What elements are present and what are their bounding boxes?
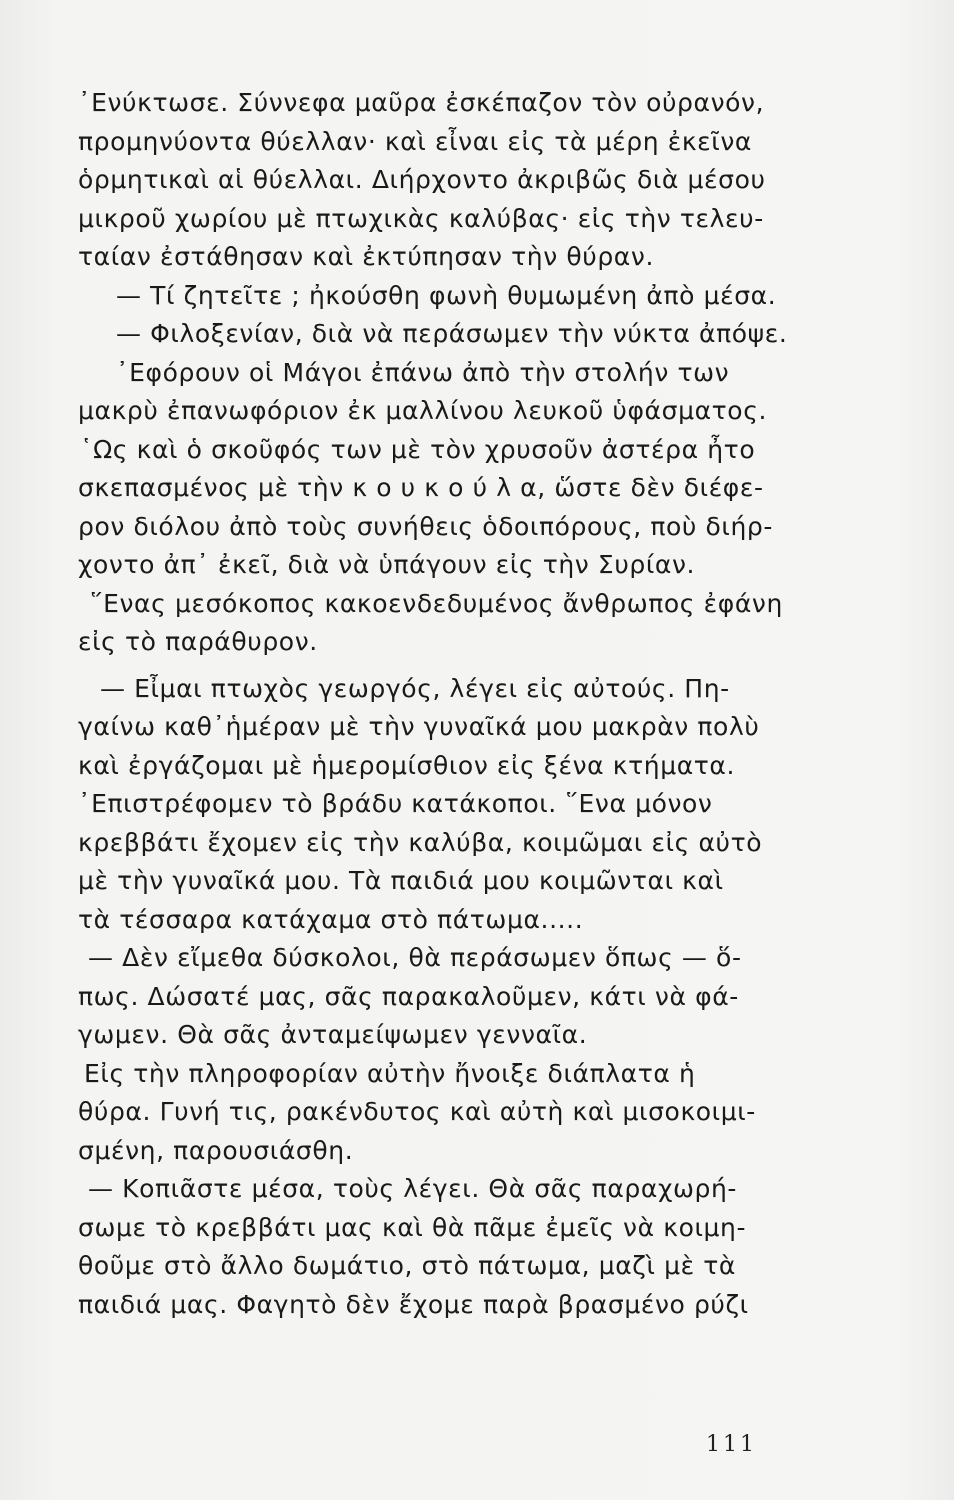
text-line: Εἰς τὴν πληροφορίαν αὐτὴν ἤνοιξε διάπλατα ἡ <box>84 1058 696 1088</box>
text-line: χοντο ἀπ᾿ ἐκεῖ, διὰ νὰ ὑπάγουν εἰς τὴν Συρίαν. <box>78 550 696 579</box>
body-text <box>78 84 838 1324</box>
text-line: θύρα. Γυνή τις, ρακένδυτος καὶ αὐτὴ καὶ μισοκοιμι- <box>78 1097 756 1126</box>
text-line: καὶ ἐργάζομαι μὲ ἡμερομίσθιον εἰς ξένα κτήματα. <box>78 750 736 780</box>
text-line: ᾿Εφόρουν οἱ Μάγοι ἐπάνω ἀπὸ τὴν στολήν των <box>116 357 730 387</box>
text-line: προμηνύοντα θύελλαν· καὶ εἶναι εἰς τὰ μέρη ἐκεῖνα <box>78 126 752 156</box>
text-line: ταίαν ἐστάθησαν καὶ ἐκτύπησαν τὴν θύραν. <box>78 242 654 271</box>
text-line: ᾿Επιστρέφομεν τὸ βράδυ κατάκοποι. ῞Ενα μόνον <box>78 789 713 818</box>
text-line: ᾿Ενύκτωσε. Σύννεφα μαῦρα ἐσκέπαζον τὸν οὐρανόν, <box>78 88 765 117</box>
text-line: ὁρμητικαὶ αἱ θύελλαι. Διήρχοντο ἀκριβῶς διὰ μέσου <box>78 165 766 194</box>
text-line: γωμεν. Θὰ σᾶς ἀνταμείψωμεν γενναῖα. <box>78 1020 588 1049</box>
text-line: μὲ τὴν γυναῖκά μου. Τὰ παιδιά μου κοιμῶνται καὶ <box>78 866 724 895</box>
text-line: κρεββάτι ἔχομεν εἰς τὴν καλύβα, κοιμῶμαι εἰς αὐτὸ <box>78 827 763 857</box>
text-line: μακρὺ ἐπανωφόριον ἐκ μαλλίνου λευκοῦ ὑφάσματος. <box>78 396 768 425</box>
text-line: ρον διόλου ἀπὸ τοὺς συνήθεις ὁδοιπόρους, ποὺ διήρ- <box>78 511 773 541</box>
text-line: μικροῦ χωρίου μὲ πτωχικὰς καλύβας· εἰς τὴν τελευ- <box>78 203 764 233</box>
text-line: — Δὲν εἴμεθα δύσκολοι, θὰ περάσωμεν ὅπως — ὅ- <box>88 943 742 972</box>
text-line: σκεπασμένος μὲ τὴν κ ο υ κ ο ύ λ α, ὥστε δὲν διέφε- <box>78 473 764 502</box>
text-line: σμένη, παρουσιάσθη. <box>78 1135 354 1165</box>
text-line: ῞Ενας μεσόκοπος κακοενδεδυμένος ἄνθρωπος ἐφάνη <box>90 588 783 618</box>
text-line: τὰ τέσσαρα κατάχαμα στὸ πάτωμα..... <box>78 904 584 934</box>
page-number: 111 <box>706 1432 757 1457</box>
text-line: ῾Ως καὶ ὁ σκοῦφός των μὲ τὸν χρυσοῦν ἀστέρα ἦτο <box>80 434 756 464</box>
text-line: εἰς τὸ παράθυρον. <box>78 627 318 656</box>
text-line: θοῦμε στὸ ἄλλο δωμάτιο, στὸ πάτωμα, μαζὶ μὲ τὰ <box>78 1251 737 1280</box>
text-line: — Εἶμαι πτωχὸς γεωργός, λέγει εἰς αὐτούς. Πη- <box>100 673 730 703</box>
text-line: γαίνω καθ᾿ἡμέραν μὲ τὴν γυναῖκά μου μακρὰν πολὺ <box>78 712 760 741</box>
text-line: σωμε τὸ κρεββάτι μας καὶ θὰ πᾶμε ἐμεῖς νὰ κοιμη- <box>78 1212 747 1242</box>
text-line: — Τί ζητεῖτε ; ἠκούσθη φωνὴ θυμωμένη ἀπὸ μέσα. <box>116 280 777 310</box>
text-line: — Φιλοξενίαν, διὰ νὰ περάσωμεν τὴν νύκτα ἀπόψε. <box>116 319 788 348</box>
text-line: πως. Δώσατέ μας, σᾶς παρακαλοῦμεν, κάτι νὰ φά- <box>78 981 739 1011</box>
text-line: — Κοπιᾶστε μέσα, τοὺς λέγει. Θὰ σᾶς παραχωρή- <box>88 1174 738 1203</box>
text-line: παιδιά μας. Φαγητὸ δὲν ἔχομε παρὰ βρασμένο ρύζι <box>78 1289 749 1319</box>
